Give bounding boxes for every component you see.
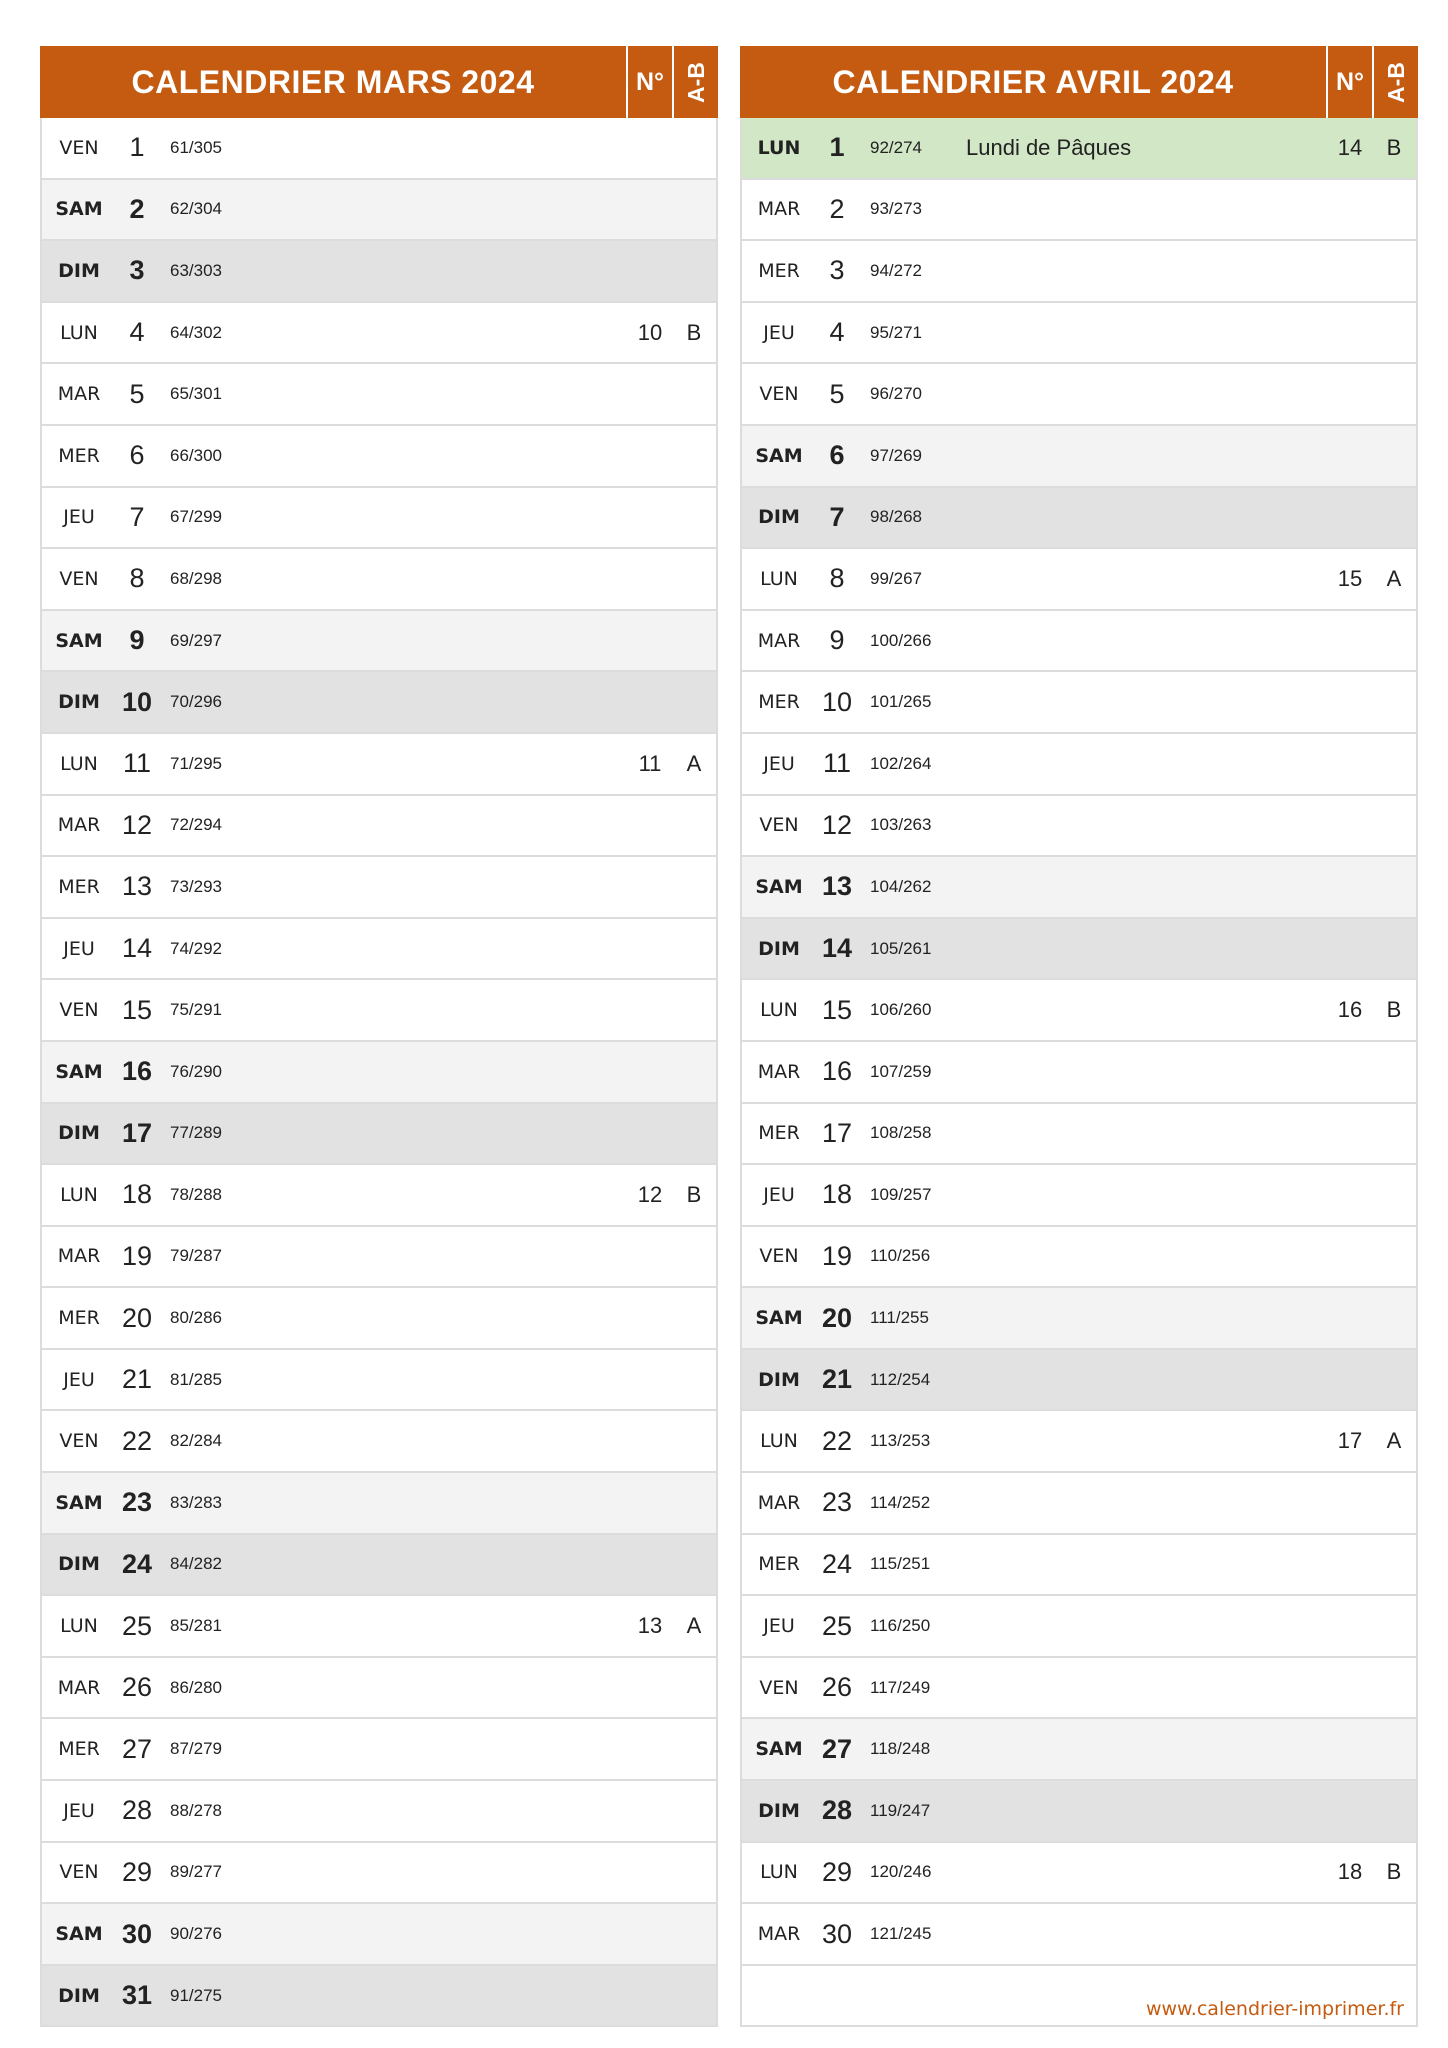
day-of-week: JEU xyxy=(63,506,95,529)
day-of-year: 95/271 xyxy=(870,322,922,342)
day-of-year: 106/260 xyxy=(870,1000,932,1020)
day-row xyxy=(742,1719,1416,1781)
day-of-year: 88/278 xyxy=(170,1800,222,1820)
day-of-week: LUN xyxy=(760,999,798,1022)
day-of-week: VEN xyxy=(59,1861,99,1884)
day-of-year: 92/274 xyxy=(870,137,922,157)
day-number: 23 xyxy=(121,1487,153,1518)
day-number: 16 xyxy=(821,1056,853,1087)
day-of-week: DIM xyxy=(58,1553,100,1576)
day-number: 26 xyxy=(121,1672,153,1703)
week-number: 16 xyxy=(1337,997,1363,1023)
day-number: 22 xyxy=(821,1425,853,1456)
day-of-week: MAR xyxy=(757,629,801,652)
day-number: 6 xyxy=(829,440,845,471)
day-row xyxy=(742,180,1416,242)
month-title: CALENDRIER MARS 2024 xyxy=(131,63,535,100)
day-number: 31 xyxy=(121,1980,153,2011)
day-row xyxy=(742,857,1416,919)
day-of-year: 79/287 xyxy=(170,1246,222,1266)
day-of-week: DIM xyxy=(758,937,800,960)
day-row xyxy=(742,1042,1416,1104)
day-of-year: 69/297 xyxy=(170,630,222,650)
day-of-week: MER xyxy=(758,1553,800,1576)
day-of-year: 98/268 xyxy=(870,507,922,527)
day-number: 17 xyxy=(121,1117,153,1148)
day-rows xyxy=(40,118,718,2027)
day-of-year: 76/290 xyxy=(170,1061,222,1081)
day-row xyxy=(742,672,1416,734)
day-row xyxy=(42,1350,716,1412)
day-number: 27 xyxy=(821,1733,853,1764)
day-of-year: 115/251 xyxy=(870,1554,931,1574)
week-ab: A xyxy=(686,750,702,776)
day-number: 9 xyxy=(829,625,845,656)
month-title: CALENDRIER AVRIL 2024 xyxy=(832,63,1234,100)
day-row xyxy=(42,426,716,488)
day-row xyxy=(42,549,716,611)
day-of-week: JEU xyxy=(763,1615,795,1638)
day-row xyxy=(742,919,1416,981)
day-of-year: 99/267 xyxy=(870,568,922,588)
week-ab: B xyxy=(1386,1859,1402,1885)
day-number: 17 xyxy=(821,1117,853,1148)
day-of-year: 84/282 xyxy=(170,1554,222,1574)
day-of-week: MAR xyxy=(757,198,801,221)
week-number: 15 xyxy=(1337,565,1363,591)
day-row xyxy=(42,1535,716,1597)
day-of-year: 94/272 xyxy=(870,260,922,280)
day-row xyxy=(42,672,716,734)
week-number: 12 xyxy=(637,1181,663,1207)
day-row xyxy=(742,364,1416,426)
day-row xyxy=(742,303,1416,365)
day-of-week: MER xyxy=(758,259,800,282)
day-of-year: 75/291 xyxy=(170,1000,222,1020)
day-of-year: 80/286 xyxy=(170,1308,222,1328)
day-of-week: LUN xyxy=(60,1183,98,1206)
day-number: 25 xyxy=(121,1610,153,1641)
day-of-week: SAM xyxy=(755,1738,803,1761)
day-of-year: 81/285 xyxy=(170,1369,222,1389)
day-row xyxy=(42,611,716,673)
day-of-week: LUN xyxy=(760,1861,798,1884)
week-ab: B xyxy=(1386,997,1402,1023)
day-of-week: DIM xyxy=(758,506,800,529)
month-header xyxy=(740,46,1418,118)
day-of-week: DIM xyxy=(58,259,100,282)
day-of-year: 72/294 xyxy=(170,815,222,835)
day-of-year: 107/259 xyxy=(870,1061,932,1081)
day-of-week: DIM xyxy=(758,1368,800,1391)
day-number: 11 xyxy=(122,748,152,779)
day-of-week: MER xyxy=(758,691,800,714)
day-number: 8 xyxy=(129,563,145,594)
day-row xyxy=(42,1288,716,1350)
day-of-week: VEN xyxy=(59,567,99,590)
day-of-year: 86/280 xyxy=(170,1677,222,1697)
day-of-year: 104/262 xyxy=(870,876,932,896)
day-row xyxy=(42,1904,716,1966)
day-row xyxy=(742,734,1416,796)
day-of-week: MAR xyxy=(57,1245,101,1268)
day-row xyxy=(42,1042,716,1104)
day-row xyxy=(742,1227,1416,1289)
day-of-year: 118/248 xyxy=(870,1739,931,1759)
day-number: 19 xyxy=(821,1240,853,1271)
day-of-week: VEN xyxy=(59,999,99,1022)
day-of-week: DIM xyxy=(758,1799,800,1822)
day-row xyxy=(742,1350,1416,1412)
day-row xyxy=(42,1227,716,1289)
day-row xyxy=(42,980,716,1042)
day-number: 20 xyxy=(821,1302,853,1333)
day-of-year: 96/270 xyxy=(870,384,922,404)
day-row xyxy=(742,241,1416,303)
day-of-year: 100/266 xyxy=(870,630,932,650)
day-number: 5 xyxy=(829,378,845,409)
month-calendar-april xyxy=(740,46,1418,2027)
day-row xyxy=(42,1165,716,1227)
day-of-week: LUN xyxy=(760,567,798,590)
day-of-week: JEU xyxy=(763,321,795,344)
day-number: 24 xyxy=(821,1548,853,1579)
day-of-year: 97/269 xyxy=(870,445,922,465)
day-of-year: 78/288 xyxy=(170,1184,222,1204)
day-of-year: 110/256 xyxy=(870,1246,931,1266)
day-of-year: 73/293 xyxy=(170,876,222,896)
day-of-week: SAM xyxy=(55,1491,103,1514)
day-of-year: 85/281 xyxy=(170,1616,222,1636)
day-number: 22 xyxy=(121,1425,153,1456)
day-number: 18 xyxy=(821,1179,853,1210)
day-of-week: MAR xyxy=(757,1491,801,1514)
day-row xyxy=(42,1658,716,1720)
day-number: 4 xyxy=(129,317,145,348)
day-of-year: 71/295 xyxy=(170,753,222,773)
day-of-year: 116/250 xyxy=(870,1616,931,1636)
day-of-year: 112/254 xyxy=(870,1369,931,1389)
day-row xyxy=(742,1658,1416,1720)
day-of-year: 114/252 xyxy=(870,1492,931,1512)
day-of-week: VEN xyxy=(59,136,99,159)
day-number: 19 xyxy=(121,1240,153,1271)
day-of-week: SAM xyxy=(55,1923,103,1946)
day-of-week: VEN xyxy=(759,1676,799,1699)
day-number: 15 xyxy=(121,994,153,1025)
day-number: 14 xyxy=(121,933,153,964)
day-number: 30 xyxy=(821,1918,853,1949)
day-number: 1 xyxy=(129,132,145,163)
day-of-year: 111/255 xyxy=(870,1308,929,1328)
day-row xyxy=(742,488,1416,550)
day-number: 8 xyxy=(829,563,845,594)
day-of-week: MAR xyxy=(57,1676,101,1699)
day-number: 3 xyxy=(829,255,845,286)
day-of-year: 83/283 xyxy=(170,1492,222,1512)
day-of-week: DIM xyxy=(58,1984,100,2007)
day-row xyxy=(742,1535,1416,1597)
day-of-year: 91/275 xyxy=(170,1985,222,2005)
footer-website-link[interactable]: www.calendrier-imprimer.fr xyxy=(1145,1998,1404,2020)
day-of-week: MAR xyxy=(757,1923,801,1946)
day-of-week: SAM xyxy=(755,444,803,467)
day-row xyxy=(742,1165,1416,1227)
day-of-year: 121/245 xyxy=(870,1924,932,1944)
day-number: 6 xyxy=(129,440,145,471)
day-number: 23 xyxy=(821,1487,853,1518)
day-number: 10 xyxy=(121,686,153,717)
day-of-year: 113/253 xyxy=(870,1431,931,1451)
day-number: 7 xyxy=(829,501,845,532)
day-of-week: JEU xyxy=(763,1183,795,1206)
week-number-header: N° xyxy=(1326,46,1372,118)
day-number: 4 xyxy=(829,317,845,348)
day-of-week: VEN xyxy=(759,814,799,837)
week-number: 11 xyxy=(638,750,662,776)
day-row xyxy=(42,118,716,180)
day-of-year: 93/273 xyxy=(870,199,922,219)
day-of-year: 87/279 xyxy=(170,1739,222,1759)
day-rows xyxy=(740,118,1418,2027)
day-of-year: 108/258 xyxy=(870,1123,932,1143)
week-number: 14 xyxy=(1337,134,1363,160)
day-of-week: MER xyxy=(58,1738,100,1761)
day-row xyxy=(742,1904,1416,1966)
day-of-week: SAM xyxy=(755,1307,803,1330)
day-row xyxy=(742,1781,1416,1843)
day-of-year: 68/298 xyxy=(170,568,222,588)
week-number: 17 xyxy=(1337,1428,1363,1454)
day-of-week: MER xyxy=(58,444,100,467)
day-number: 1 xyxy=(829,132,845,163)
day-of-week: SAM xyxy=(55,1060,103,1083)
day-of-week: VEN xyxy=(59,1430,99,1453)
event-label: Lundi de Pâques xyxy=(966,134,1132,160)
day-number: 30 xyxy=(121,1918,153,1949)
day-row xyxy=(42,488,716,550)
week-number: 13 xyxy=(637,1613,663,1639)
day-row xyxy=(742,796,1416,858)
day-number: 2 xyxy=(829,193,845,224)
week-ab: B xyxy=(686,1181,702,1207)
month-header xyxy=(40,46,718,118)
day-row xyxy=(742,426,1416,488)
day-number: 14 xyxy=(821,933,853,964)
day-of-year: 101/265 xyxy=(870,692,932,712)
day-of-week: JEU xyxy=(763,752,795,775)
day-of-week: SAM xyxy=(755,875,803,898)
day-row xyxy=(742,1288,1416,1350)
day-of-year: 65/301 xyxy=(170,384,222,404)
day-row xyxy=(42,734,716,796)
day-number: 29 xyxy=(121,1856,153,1887)
day-of-week: JEU xyxy=(63,1799,95,1822)
day-of-week: LUN xyxy=(757,136,801,159)
day-number: 28 xyxy=(821,1795,853,1826)
day-of-year: 77/289 xyxy=(170,1123,222,1143)
day-number: 13 xyxy=(121,871,153,902)
day-of-week: DIM xyxy=(58,691,100,714)
day-row xyxy=(742,611,1416,673)
day-of-year: 109/257 xyxy=(870,1184,932,1204)
day-number: 5 xyxy=(129,378,145,409)
day-of-year: 105/261 xyxy=(870,938,932,958)
day-of-year: 64/302 xyxy=(170,322,222,342)
day-row xyxy=(742,1596,1416,1658)
day-number: 3 xyxy=(129,255,145,286)
day-of-week: JEU xyxy=(63,937,95,960)
day-row xyxy=(742,549,1416,611)
day-of-week: MER xyxy=(58,1307,100,1330)
day-row xyxy=(742,1473,1416,1535)
day-number: 24 xyxy=(121,1548,153,1579)
day-of-year: 62/304 xyxy=(170,199,222,219)
month-calendar-march xyxy=(40,46,718,2027)
day-of-week: VEN xyxy=(759,1245,799,1268)
day-row xyxy=(42,857,716,919)
day-number: 15 xyxy=(821,994,853,1025)
day-number: 16 xyxy=(121,1056,153,1087)
day-of-year: 103/263 xyxy=(870,815,932,835)
day-number: 27 xyxy=(121,1733,153,1764)
day-number: 9 xyxy=(129,625,145,656)
day-of-year: 70/296 xyxy=(170,692,222,712)
day-number: 18 xyxy=(121,1179,153,1210)
day-number: 13 xyxy=(821,871,853,902)
day-number: 21 xyxy=(121,1364,153,1395)
day-number: 21 xyxy=(821,1364,853,1395)
day-of-week: MAR xyxy=(57,383,101,406)
day-row xyxy=(42,1596,716,1658)
week-ab: A xyxy=(1386,1428,1402,1454)
day-row xyxy=(42,364,716,426)
day-of-year: 66/300 xyxy=(170,445,222,465)
day-of-year: 74/292 xyxy=(170,938,222,958)
day-of-year: 67/299 xyxy=(170,507,222,527)
day-number: 11 xyxy=(822,748,852,779)
day-of-year: 117/249 xyxy=(870,1677,931,1697)
day-of-year: 63/303 xyxy=(170,260,222,280)
week-number: 18 xyxy=(1337,1859,1363,1885)
day-number: 26 xyxy=(821,1672,853,1703)
week-ab: B xyxy=(686,319,702,345)
day-row xyxy=(42,1966,716,2028)
day-number: 25 xyxy=(821,1610,853,1641)
week-ab-header: A-B xyxy=(682,61,709,103)
day-number: 12 xyxy=(821,809,853,840)
day-of-week: MER xyxy=(58,875,100,898)
day-row xyxy=(742,1411,1416,1473)
week-ab-header: A-B xyxy=(1382,61,1409,103)
week-number: 10 xyxy=(637,319,663,345)
day-of-week: JEU xyxy=(63,1368,95,1391)
day-row xyxy=(42,1781,716,1843)
day-of-week: MAR xyxy=(757,1060,801,1083)
day-number: 7 xyxy=(129,501,145,532)
day-row xyxy=(742,1104,1416,1166)
day-row xyxy=(42,796,716,858)
day-of-year: 120/246 xyxy=(870,1862,932,1882)
day-of-year: 119/247 xyxy=(870,1800,931,1820)
day-row xyxy=(42,1473,716,1535)
day-row xyxy=(42,1411,716,1473)
week-ab: B xyxy=(1386,134,1402,160)
day-number: 12 xyxy=(121,809,153,840)
day-row xyxy=(42,180,716,242)
day-number: 28 xyxy=(121,1795,153,1826)
day-of-week: MAR xyxy=(57,814,101,837)
day-row xyxy=(42,241,716,303)
day-number: 29 xyxy=(821,1856,853,1887)
day-of-year: 90/276 xyxy=(170,1924,222,1944)
day-of-week: SAM xyxy=(55,629,103,652)
day-row xyxy=(42,303,716,365)
day-of-week: VEN xyxy=(759,383,799,406)
week-ab: A xyxy=(686,1613,702,1639)
day-of-year: 82/284 xyxy=(170,1431,222,1451)
day-of-week: LUN xyxy=(60,1615,98,1638)
day-row xyxy=(42,1843,716,1905)
day-number: 2 xyxy=(129,193,145,224)
day-of-week: DIM xyxy=(58,1122,100,1145)
day-of-week: LUN xyxy=(760,1430,798,1453)
day-row xyxy=(42,919,716,981)
day-of-year: 102/264 xyxy=(870,753,932,773)
day-row xyxy=(742,1843,1416,1905)
day-of-week: SAM xyxy=(55,198,103,221)
week-number-header: N° xyxy=(626,46,672,118)
day-number: 10 xyxy=(821,686,853,717)
day-number: 20 xyxy=(121,1302,153,1333)
day-row xyxy=(42,1104,716,1166)
day-of-week: LUN xyxy=(60,321,98,344)
week-ab: A xyxy=(1386,565,1402,591)
day-of-week: LUN xyxy=(60,752,98,775)
day-of-week: MER xyxy=(758,1122,800,1145)
day-of-year: 89/277 xyxy=(170,1862,222,1882)
day-row xyxy=(742,980,1416,1042)
day-of-year: 61/305 xyxy=(170,137,222,157)
day-row xyxy=(742,118,1416,180)
day-row xyxy=(42,1719,716,1781)
